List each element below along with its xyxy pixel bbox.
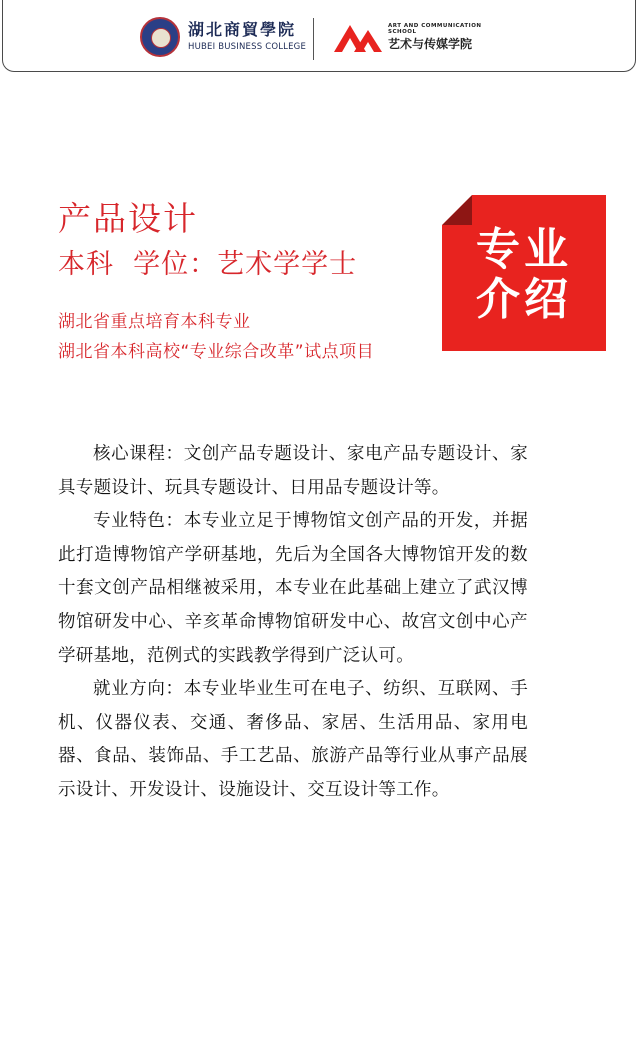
- college-seal-icon: [140, 17, 180, 57]
- honor-item: 湖北省重点培育本科专业: [58, 312, 251, 332]
- school-name: [388, 24, 486, 50]
- college-name-cn: 湖北商貿學院: [188, 20, 297, 40]
- paragraph-careers: 就业方向：本专业毕业生可在电子、纺织、互联网、手机、仪器仪表、交通、奢侈品、家居、生活用品、家用电器、食品、装饰品、手工艺品、旅游产品等行业从事产品展示设计、开发设计、设施设计、交互设计等工作。: [58, 679, 528, 800]
- school-logo: [334, 22, 486, 52]
- header-divider: [313, 18, 314, 60]
- badge-text: [442, 225, 606, 325]
- honors-list: [58, 307, 374, 367]
- header: [0, 0, 640, 78]
- header-frame: [2, 0, 636, 72]
- paragraph-core-courses: 核心课程：文创产品专题设计、家电产品专题设计、家具专题设计、玩具专题设计、日用品专题设计等。: [58, 444, 528, 498]
- paragraph-features: 专业特色：本专业立足于博物馆文创产品的开发，并据此打造博物馆产学研基地，先后为全国各大博物馆开发的数十套文创产品相继被采用，本专业在此基础上建立了武汉博物馆研发中心、辛亥革命博物馆研发中心、故宫文创中心产学研基地，范例式的实践教学得到广泛认可。: [58, 511, 528, 666]
- major-title: 产品设计: [58, 199, 198, 238]
- major-description: [58, 438, 528, 808]
- college-name-en: HUBEI BUSINESS COLLEGE: [188, 42, 307, 53]
- school-name-cn: 艺术与传媒学院: [388, 37, 473, 51]
- major-intro-badge: [442, 195, 606, 351]
- honor-item: 湖北省本科高校“专业综合改革”试点项目: [58, 342, 375, 362]
- school-name-en: ART AND COMMUNICATION SCHOOL: [388, 23, 482, 35]
- degree-info: 本科 学位：艺术学学士: [58, 249, 358, 280]
- college-logo: [140, 17, 306, 57]
- college-name: [188, 22, 306, 52]
- badge-line-2: 介绍: [476, 274, 572, 325]
- school-logo-icon: [334, 22, 382, 52]
- badge-line-1: 专业: [476, 224, 572, 275]
